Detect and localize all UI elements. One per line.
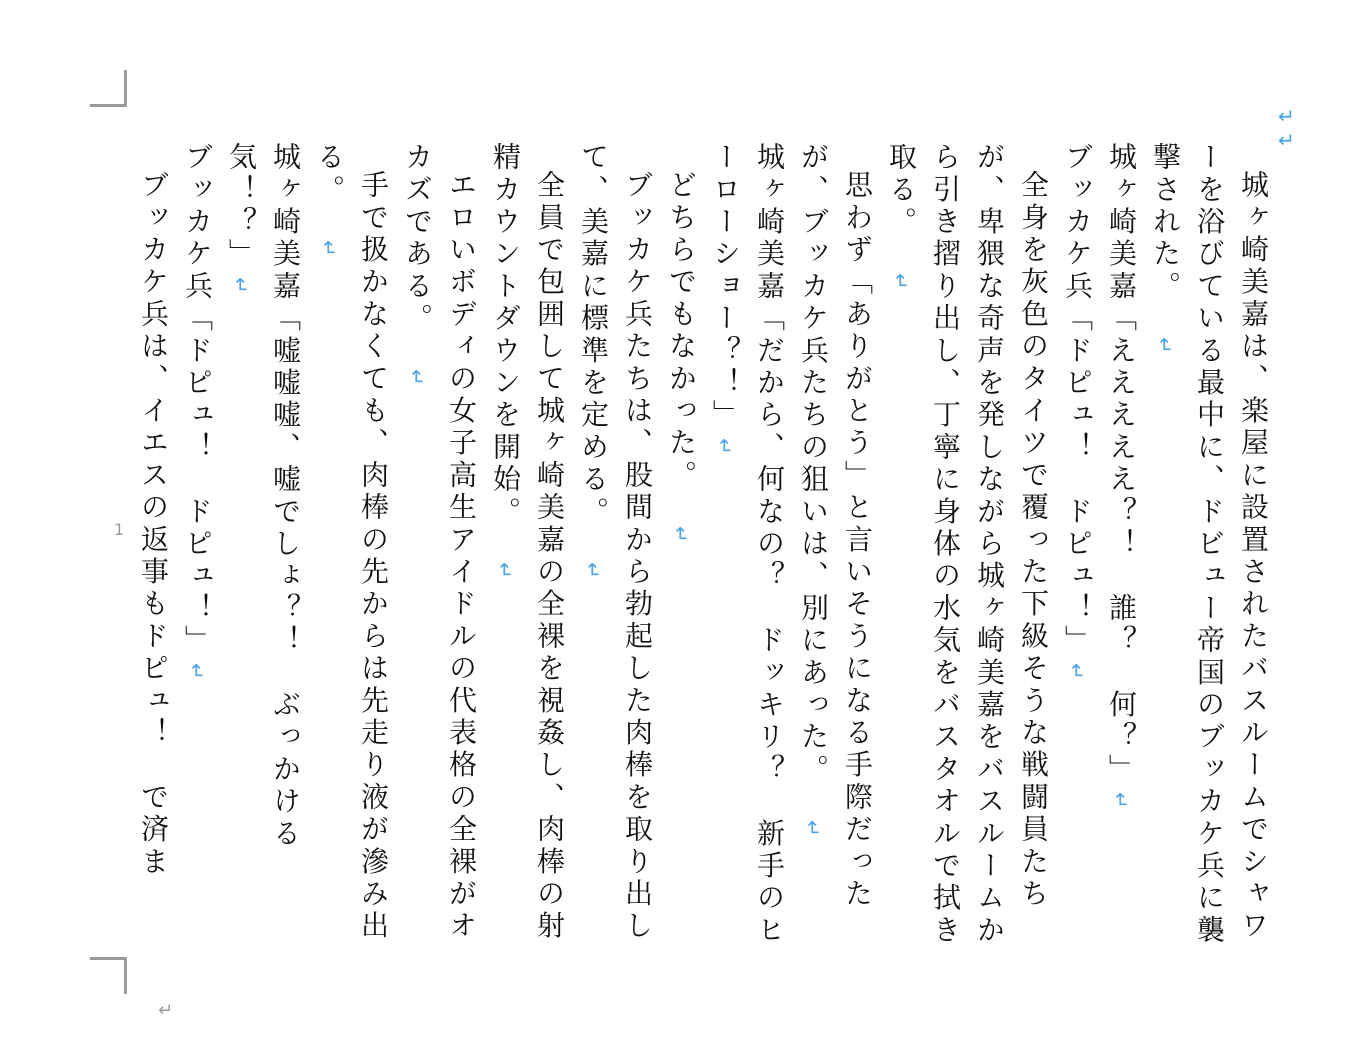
paragraph-mark-icon: ↵ <box>801 820 825 841</box>
paragraph: 全身を灰色のタイツで覆った下級そうな戦闘員たちが、卑猥な奇声を発しながら城ヶ崎美嘉をバスルームから引き摺り出し、丁寧に身体の水気をバスタオルで拭き取る。↵ <box>885 142 1050 947</box>
paragraph-mark-icon: ↵ <box>713 437 737 459</box>
paragraph: ブッカケ兵は、イエスの返事もドピュ！ で済ま <box>137 170 170 879</box>
vertical-text-body[interactable] <box>131 142 1275 962</box>
paragraph-mark-icon: ↵ <box>669 526 693 547</box>
paragraph: ブッカケ兵「ドピュ！ ドピュ！」↵ <box>1061 142 1094 685</box>
paragraph-mark-icon: ↵ <box>581 562 605 584</box>
paragraph: どちらでもなかった。↵ <box>665 170 698 547</box>
paragraph-mark-icon: ↵ <box>317 240 341 262</box>
crop-mark-top <box>90 70 127 107</box>
paragraph: 全員で包囲して城ヶ崎美嘉の全裸を視姦し、肉棒の射精カウントダウンを開始。↵ <box>489 142 566 943</box>
crop-mark-bottom <box>90 957 127 994</box>
paragraph: ブッカケ兵「ドピュ！ ドピュ！」↵ <box>181 142 214 685</box>
end-of-page-mark-icon: ↵ <box>158 1000 174 1021</box>
paragraph-mark-icon: ↵ <box>1109 792 1133 813</box>
paragraph: ブッカケ兵たちは、股間から勃起した肉棒を取り出して、美嘉に標準を定める。↵ <box>577 142 654 943</box>
top-paragraph-marks <box>1278 104 1345 152</box>
paragraph-mark-icon: ↵ <box>1278 128 1295 152</box>
paragraph: エロいボディの女子高生アイドルの代表格の全裸がオカズである。↵ <box>401 142 478 943</box>
paragraph: 手で扱かなくても、肉棒の先からは先走り液が滲み出る。↵ <box>313 142 390 943</box>
paragraph: 城ヶ崎美嘉「だから、何なの？ ドッキリ？ 新手のヒーローショー？！」↵ <box>709 142 786 947</box>
paragraph-mark-icon: ↵ <box>185 663 209 685</box>
paragraph-mark-icon: ↵ <box>493 562 517 584</box>
paragraph-mark-icon: ↵ <box>229 276 253 298</box>
paragraph: 城ヶ崎美嘉は、楽屋に設置されたバスルームでシャワーを浴びている最中に、ドビュー帝国のブッカケ兵に襲撃された。↵ <box>1149 142 1270 947</box>
paragraph-mark-icon: ↵ <box>1065 663 1089 685</box>
paragraph: 城ヶ崎美嘉「嘘嘘嘘、嘘でしょ？！ ぶっかける気！？」↵ <box>225 142 302 851</box>
paragraph-mark-icon: ↵ <box>1278 104 1295 128</box>
line-number: 1 <box>114 520 125 539</box>
paragraph-mark-icon: ↵ <box>405 369 429 391</box>
paragraph: 城ヶ崎美嘉「えええええ？！ 誰？ 何？」↵ <box>1105 142 1138 813</box>
paragraph-mark-icon: ↵ <box>889 272 913 294</box>
paragraph: 思わず「ありがとう」と言いそうになる手際だったが、ブッカケ兵たちの狙いは、別にあった。↵ <box>797 142 874 911</box>
paragraph-mark-icon: ↵ <box>1153 337 1177 358</box>
